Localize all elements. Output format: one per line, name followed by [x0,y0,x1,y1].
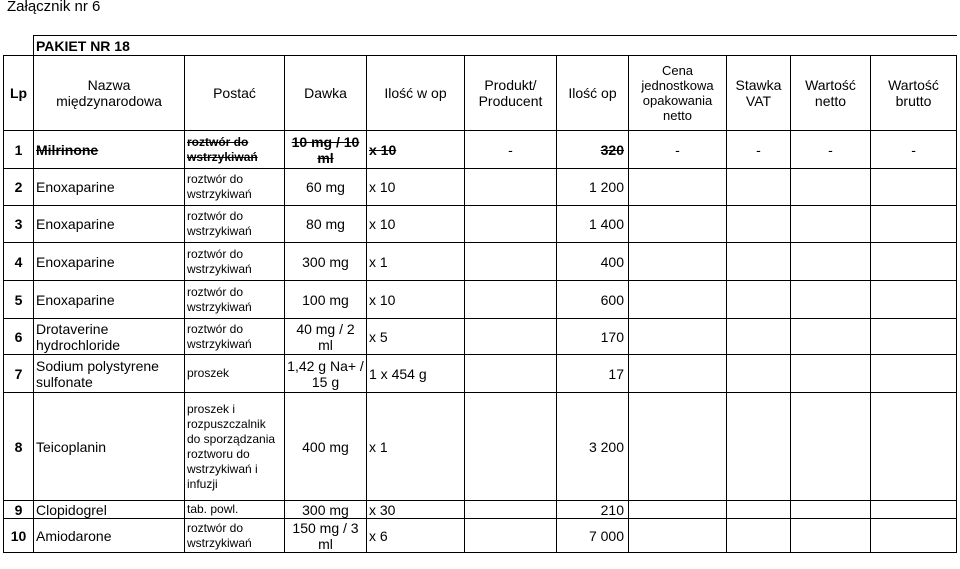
header-form: Postać [185,56,285,131]
cell-net [791,355,871,393]
cell-unit-price [629,206,727,243]
cell-name: Sodium polystyrene sulfonate [34,355,185,393]
cell-gross [871,393,957,501]
cell-vat [727,519,791,553]
table-body [4,131,957,553]
header-unit-price: Cena jednostkowa opakowania netto [629,56,727,131]
cell-qty: 320 [557,131,629,169]
cell-lp: 3 [4,206,34,243]
cell-net [791,393,871,501]
cell-producer [465,169,557,206]
cell-dose: 80 mg [285,206,367,243]
header-producer: Produkt/ Producent [465,56,557,131]
header-gross: Wartość brutto [871,56,957,131]
cell-vat [727,281,791,319]
cell-gross [871,243,957,281]
table-row [4,519,957,553]
cell-vat: - [727,131,791,169]
cell-vat [727,206,791,243]
cell-vat [727,355,791,393]
cell-vat [727,169,791,206]
header-dose: Dawka [285,56,367,131]
cell-form: roztwór do wstrzykiwań [185,519,285,553]
cell-gross [871,319,957,355]
cell-unit-price [629,355,727,393]
header-lp: Lp [4,56,34,131]
cell-qty-pack: x 10 [367,206,465,243]
cell-form: roztwór do wstrzykiwań [185,206,285,243]
cell-dose: 1,42 g Na+ / 15 g [285,355,367,393]
cell-lp: 4 [4,243,34,281]
cell-lp: 5 [4,281,34,319]
cell-gross: - [871,131,957,169]
cell-unit-price: - [629,131,727,169]
cell-form: roztwór do wstrzykiwań [185,281,285,319]
cell-form: roztwór do wstrzykiwań [185,319,285,355]
table-row [4,131,957,169]
cell-net [791,169,871,206]
package-table [3,35,957,553]
cell-qty: 400 [557,243,629,281]
cell-unit-price [629,281,727,319]
cell-qty-pack: 1 x 454 g [367,355,465,393]
cell-vat [727,319,791,355]
cell-net: - [791,131,871,169]
cell-producer [465,206,557,243]
cell-qty-pack: x 10 [367,169,465,206]
cell-lp: 7 [4,355,34,393]
cell-name: Teicoplanin [34,393,185,501]
cell-name: Milrinone [34,131,185,169]
cell-dose: 100 mg [285,281,367,319]
cell-name: Enoxaparine [34,206,185,243]
cell-net [791,206,871,243]
cell-dose: 400 mg [285,393,367,501]
cell-gross [871,501,957,519]
cell-lp: 6 [4,319,34,355]
cell-gross [871,519,957,553]
cell-lp: 1 [4,131,34,169]
cell-producer [465,519,557,553]
cell-qty: 170 [557,319,629,355]
cell-lp: 8 [4,393,34,501]
cell-qty-pack: x 6 [367,519,465,553]
cell-form: roztwór do wstrzykiwań [185,169,285,206]
cell-form: proszek [185,355,285,393]
cell-gross [871,281,957,319]
header-qty: Ilość op [557,56,629,131]
cell-qty: 17 [557,355,629,393]
header-vat: Stawka VAT [727,56,791,131]
package-title-row [4,36,957,56]
table-row [4,501,957,519]
cell-gross [871,206,957,243]
cell-qty-pack: x 5 [367,319,465,355]
cell-unit-price [629,169,727,206]
cell-qty: 1 200 [557,169,629,206]
cell-qty-pack: x 10 [367,131,465,169]
cell-name: Amiodarone [34,519,185,553]
cell-unit-price [629,501,727,519]
cell-net [791,281,871,319]
cell-qty: 210 [557,501,629,519]
cell-dose: 300 mg [285,501,367,519]
cell-producer [465,393,557,501]
cell-name: Enoxaparine [34,281,185,319]
cell-dose: 150 mg / 3 ml [285,519,367,553]
cell-form: proszek i rozpuszczalnik do sporządzania roztworu do wstrzykiwań i infuzji [185,393,285,501]
table-row [4,355,957,393]
cell-qty-pack: x 30 [367,501,465,519]
cell-name: Enoxaparine [34,243,185,281]
cell-net [791,243,871,281]
cell-form: roztwór do wstrzykiwań [185,131,285,169]
cell-unit-price [629,319,727,355]
cell-qty-pack: x 1 [367,393,465,501]
table-row [4,393,957,501]
table-row [4,243,957,281]
header-net: Wartość netto [791,56,871,131]
cell-lp: 2 [4,169,34,206]
cell-producer [465,319,557,355]
cell-producer [465,281,557,319]
cell-name: Clopidogrel [34,501,185,519]
cell-unit-price [629,519,727,553]
header-qty-pack: Ilość w op [367,56,465,131]
header-row [4,56,957,131]
cell-qty: 600 [557,281,629,319]
cell-producer [465,355,557,393]
document-title: Załącznik nr 6 [7,0,101,15]
cell-vat [727,393,791,501]
cell-qty: 1 400 [557,206,629,243]
cell-net [791,519,871,553]
cell-producer [465,501,557,519]
cell-name: Enoxaparine [34,169,185,206]
table-row [4,206,957,243]
package-title: PAKIET NR 18 [34,36,957,56]
table-row [4,319,957,355]
cell-producer [465,243,557,281]
cell-dose: 60 mg [285,169,367,206]
cell-gross [871,169,957,206]
cell-form: roztwór do wstrzykiwań [185,243,285,281]
cell-lp: 9 [4,501,34,519]
cell-dose: 300 mg [285,243,367,281]
cell-unit-price [629,243,727,281]
table-row [4,281,957,319]
cell-qty-pack: x 1 [367,243,465,281]
cell-gross [871,355,957,393]
cell-vat [727,243,791,281]
cell-dose: 40 mg / 2 ml [285,319,367,355]
cell-vat [727,501,791,519]
cell-producer: - [465,131,557,169]
cell-net [791,501,871,519]
cell-unit-price [629,393,727,501]
header-name: Nazwa międzynarodowa [34,56,185,131]
cell-name: Drotaverine hydrochloride [34,319,185,355]
cell-qty: 7 000 [557,519,629,553]
cell-qty-pack: x 10 [367,281,465,319]
table-row [4,169,957,206]
cell-lp: 10 [4,519,34,553]
cell-dose: 10 mg / 10 ml [285,131,367,169]
cell-form: tab. powl. [185,501,285,519]
cell-net [791,319,871,355]
cell-qty: 3 200 [557,393,629,501]
